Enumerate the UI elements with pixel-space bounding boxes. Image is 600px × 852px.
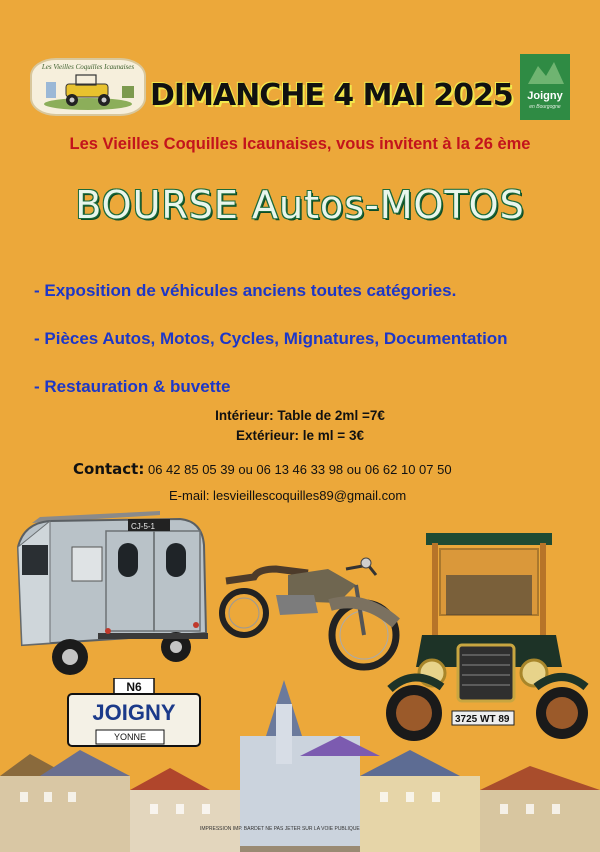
road-sign-town: JOIGNY [92, 700, 176, 725]
joigny-logo [520, 54, 570, 120]
van-plate: CJ-5-1 [131, 522, 156, 531]
joigny-logo-name: Joigny [527, 90, 563, 102]
club-logo [30, 58, 146, 116]
club-logo-text: Les Vieilles Coquilles Icaunaises [41, 63, 135, 71]
joigny-logo-subtitle: en Bourgogne [529, 104, 561, 110]
vintage-car-icon [32, 60, 144, 114]
contact-line [73, 460, 452, 478]
contact-email: E-mail: lesvieillescoquilles89@gmail.com [169, 488, 407, 503]
feature-item: - Restauration & buvette [34, 377, 231, 396]
van-illustration [10, 505, 210, 685]
car-plate: 3725 WT 89 [455, 714, 510, 725]
event-title: BOURSE Autos-MOTOS [75, 183, 525, 227]
road-sign-route: N6 [126, 680, 142, 694]
event-date: DIMANCHE 4 MAI 2025 [150, 78, 513, 113]
feature-item: - Pièces Autos, Motos, Cycles, Mignatures, Documentation [34, 329, 508, 348]
event-invitation: Les Vieilles Coquilles Icaunaises, vous invitent à la 26 ème [69, 135, 531, 153]
print-notice: IMPRESSION IMP. BARDET NE PAS JETER SUR LA VOIE PUBLIQUE [200, 826, 360, 832]
price-exterior: Extérieur: le ml = 3€ [236, 428, 364, 443]
contact-phones: 06 42 85 05 39 ou 06 13 46 33 98 ou 06 62 10 07 50 [147, 462, 452, 477]
contact-label: Contact: [73, 460, 145, 478]
feature-item: - Exposition de véhicules anciens toutes catégories. [34, 281, 457, 300]
price-interior: Intérieur: Table de 2ml =7€ [215, 408, 385, 423]
road-sign-dept: YONNE [113, 732, 146, 742]
road-sign [66, 678, 204, 750]
joigny-emblem-icon [520, 54, 570, 88]
